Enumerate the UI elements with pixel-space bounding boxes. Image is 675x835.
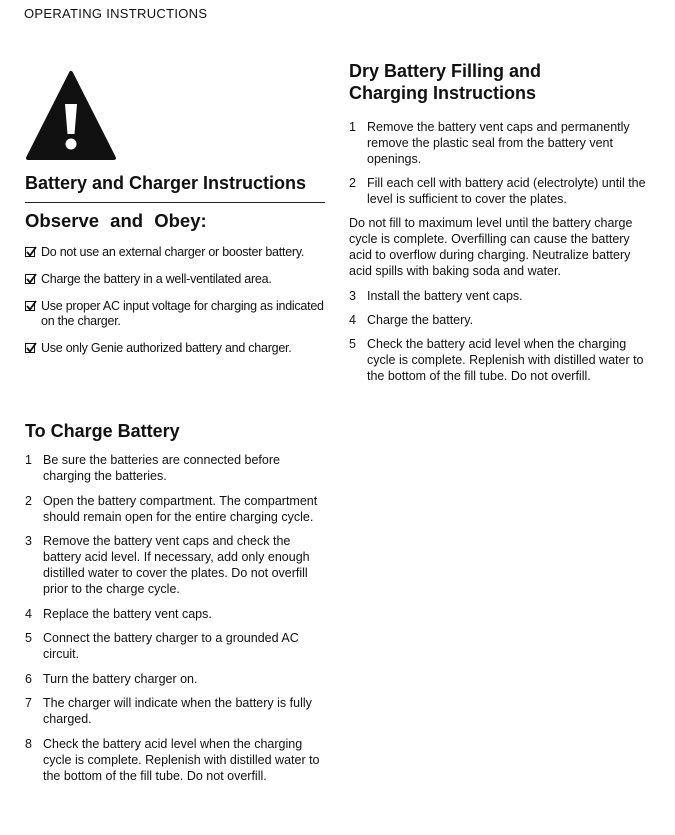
list-item — [349, 175, 655, 207]
step-text: Check the battery acid level when the charging cycle is complete. Replenish with distilled water to the bottom of the fill tube. Do not overfill. — [367, 337, 644, 383]
checklist-text: Charge the battery in a well-ventilated area. — [41, 272, 272, 286]
checklist-text: Use only Genie authorized battery and charger. — [41, 341, 292, 355]
list-item — [25, 606, 327, 622]
step-number: 8 — [25, 736, 32, 751]
step-text: Remove the battery vent caps and permanently remove the plastic seal from the battery vent openings. — [367, 120, 630, 166]
overfill-note: Do not fill to maximum level until the battery charge cycle is complete. Overfilling can cause the battery acid to overflow during charging. Neutralize battery acid spills with baking soda and water. — [349, 216, 633, 278]
dry-battery-title-line2: Charging Instructions — [349, 83, 537, 103]
list-item — [25, 493, 327, 525]
battery-charger-title: Battery and Charger Instructions — [25, 173, 307, 193]
step-text: Install the battery vent caps. — [367, 289, 523, 303]
section-divider — [25, 202, 325, 203]
right-column — [349, 60, 655, 392]
dry-steps-list-a — [349, 119, 655, 207]
dry-battery-title — [349, 60, 655, 104]
list-item — [25, 245, 327, 260]
dry-steps-list-b — [349, 288, 655, 384]
list-item — [25, 272, 327, 287]
list-item — [25, 736, 327, 784]
list-item — [349, 312, 655, 328]
list-item — [25, 671, 327, 687]
step-number: 7 — [25, 696, 32, 710]
warning-triangle-icon — [25, 70, 117, 162]
list-item — [349, 288, 655, 304]
checkbox-checked-icon — [25, 247, 35, 257]
checkbox-checked-icon — [25, 343, 35, 353]
step-number: 2 — [349, 176, 356, 190]
dry-battery-title-line1: Dry Battery Filling and — [349, 61, 542, 81]
step-text: Remove the battery vent caps and check the battery acid level. If necessary, add only enough distilled water to cover the plates. Do not overfill prior to the charge cycle. — [43, 534, 310, 596]
step-text: Fill each cell with battery acid (electrolyte) until the level is sufficient to cover the plates. — [367, 176, 646, 206]
step-number: 4 — [349, 313, 356, 327]
list-item — [25, 299, 327, 329]
left-column — [25, 70, 327, 792]
step-number: 1 — [25, 453, 32, 467]
step-text: Connect the battery charger to a grounded AC circuit. — [43, 631, 299, 661]
step-number: 2 — [25, 493, 32, 508]
list-item — [25, 533, 327, 597]
charge-steps-list — [25, 452, 327, 784]
list-item — [25, 630, 327, 662]
step-text: Turn the battery charger on. — [43, 671, 198, 686]
step-text: Replace the battery vent caps. — [43, 606, 212, 621]
observe-obey-title: Observe and Obey: — [25, 210, 207, 231]
step-text: Open the battery compartment. The compartment should remain open for the entire charging cycle. — [43, 493, 318, 524]
step-text: Charge the battery. — [367, 313, 474, 327]
step-number: 6 — [25, 671, 32, 686]
list-item — [25, 341, 327, 356]
list-item — [349, 336, 655, 384]
list-item — [25, 452, 327, 484]
step-number: 5 — [25, 631, 32, 645]
step-text: Check the battery acid level when the charging cycle is complete. Replenish with distilled water to the bottom of the fill tube. Do not overfill. — [43, 736, 320, 783]
safety-checklist — [25, 245, 327, 356]
checklist-text: Do not use an external charger or booster battery. — [41, 245, 305, 259]
step-number: 3 — [25, 534, 32, 548]
list-item — [25, 695, 327, 727]
list-item — [349, 119, 655, 167]
step-text: Be sure the batteries are connected before charging the batteries. — [43, 453, 280, 483]
page-header: OPERATING INSTRUCTIONS — [24, 6, 208, 21]
to-charge-title: To Charge Battery — [25, 421, 180, 441]
step-number: 5 — [349, 337, 356, 351]
checklist-text: Use proper AC input voltage for charging as indicated on the charger. — [41, 299, 324, 328]
step-number: 3 — [349, 289, 356, 303]
step-number: 4 — [25, 606, 32, 621]
step-number: 1 — [349, 120, 356, 134]
step-text: The charger will indicate when the battery is fully charged. — [43, 696, 312, 726]
checkbox-checked-icon — [25, 274, 35, 284]
checkbox-checked-icon — [25, 301, 35, 311]
